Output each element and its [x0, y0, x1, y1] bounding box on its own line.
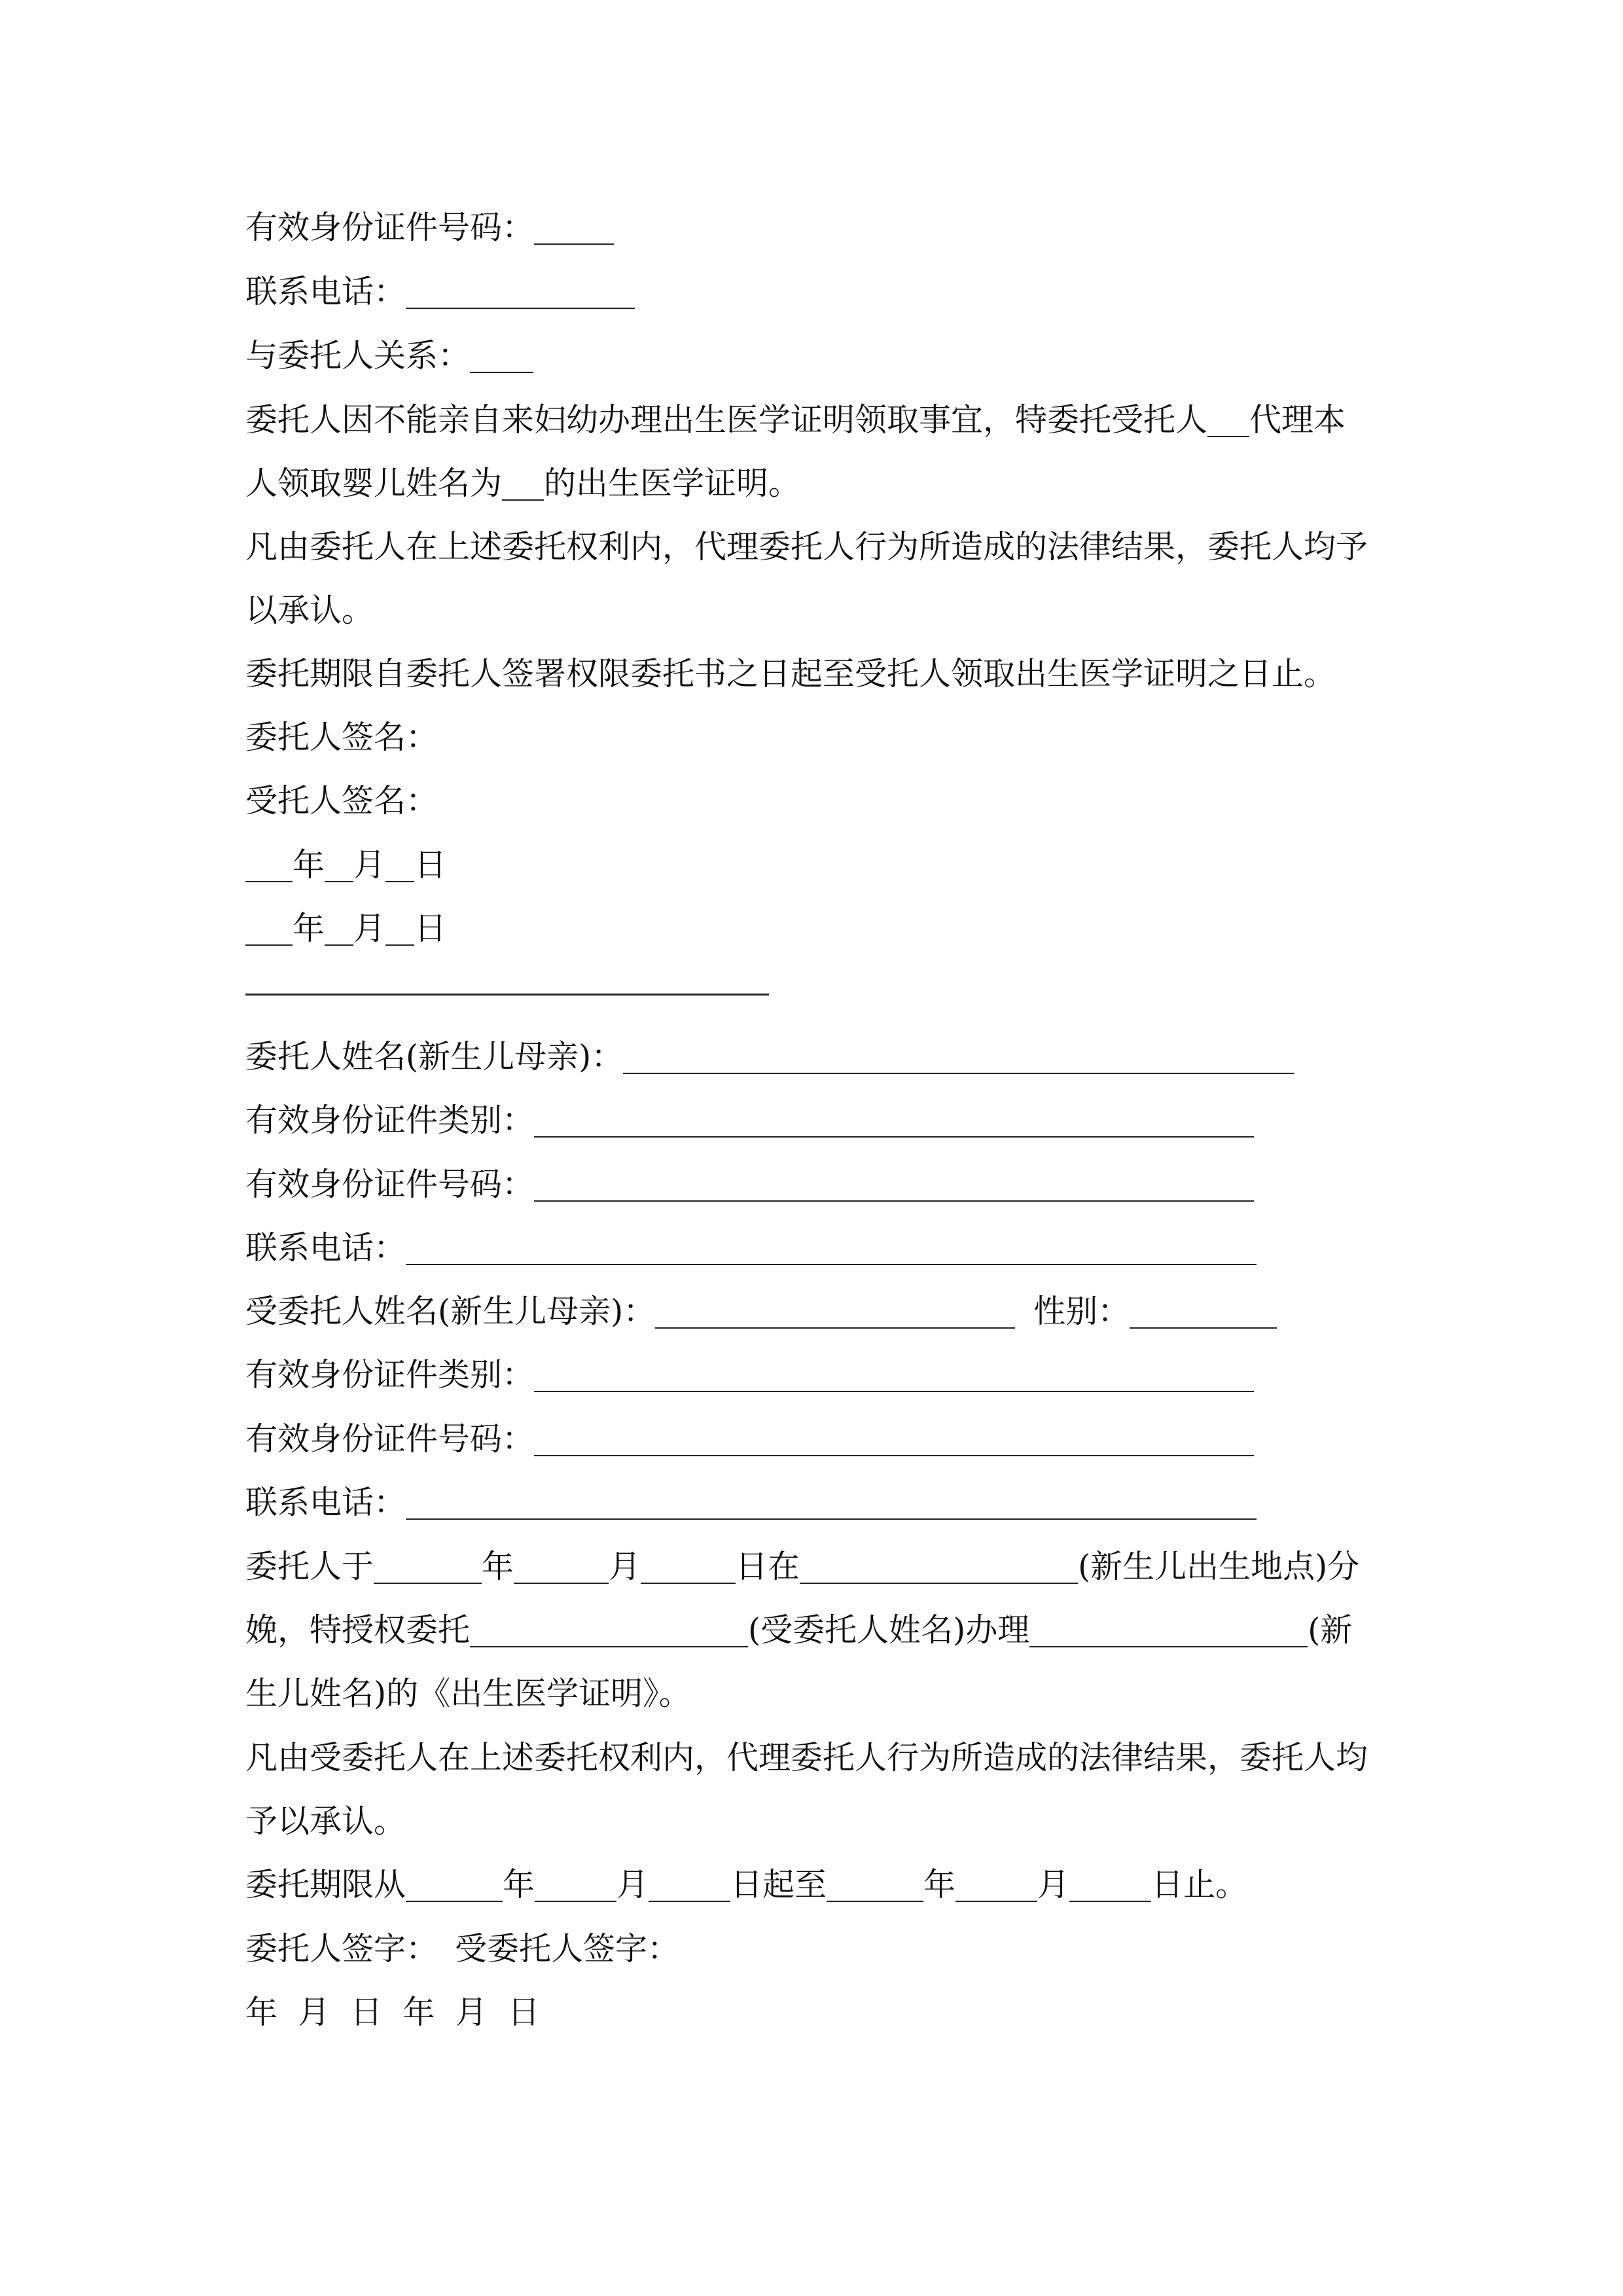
agent-name-line [245, 1292, 1277, 1331]
paragraph-1-line-2 [245, 464, 800, 503]
paragraph-1-text: 的出生医学证明。 [544, 465, 801, 502]
paragraph-2-text: 凡由委托人在上述委托权利内，代理委托人行为所造成的法律结果，委托人均予 [245, 528, 1368, 565]
statement-text: (新 [1308, 1611, 1353, 1649]
statement-text: (受委托人姓名)办理 [748, 1611, 1030, 1649]
statement-line-1 [245, 1547, 1359, 1587]
signature-line [245, 1929, 679, 1969]
period-text: 年 [503, 1866, 535, 1903]
birth-year-blank[interactable] [374, 1554, 482, 1584]
year-blank[interactable] [245, 916, 293, 946]
paragraph-4-line-2 [245, 1802, 406, 1841]
period-text: 月 [616, 1866, 649, 1903]
paragraph-1-line-1 [245, 401, 1346, 440]
paragraph-1-text: 委托人因不能亲自来妇幼办理出生医学证明领取事宜，特委托受托人 [245, 401, 1208, 439]
day-blank[interactable] [385, 852, 414, 882]
id-type-label: 有效身份证件类别： [245, 1102, 535, 1139]
id-number-blank[interactable] [534, 215, 614, 245]
phone-label: 联系电话： [245, 273, 406, 310]
year-blank[interactable] [245, 852, 293, 882]
statement-line-2 [245, 1611, 1352, 1650]
phone-blank[interactable] [406, 1235, 1257, 1265]
end-day-blank[interactable] [1069, 1872, 1151, 1902]
month-blank[interactable] [325, 916, 353, 946]
day-label: 日 [414, 846, 447, 884]
statement-text: 娩，特授权委托 [245, 1611, 471, 1649]
statement-text: 日在 [736, 1548, 800, 1585]
statement-line-3 [245, 1674, 691, 1713]
date-line-1 [245, 846, 446, 885]
paragraph-3-text: 委托期限自委托人签署权限委托书之日起至受托人领取出生医学证明之日止。 [245, 655, 1336, 692]
birth-place-blank[interactable] [800, 1554, 1078, 1584]
agent-phone-blank[interactable] [406, 1490, 1257, 1520]
start-year-blank[interactable] [406, 1872, 503, 1902]
id-type-blank[interactable] [534, 1107, 1254, 1138]
principal-name-blank[interactable] [623, 1044, 1294, 1074]
statement-text: (新生儿出生地点)分 [1078, 1548, 1360, 1585]
day-blank[interactable] [385, 916, 414, 946]
agent-name-blank[interactable] [470, 1617, 748, 1647]
phone-label: 联系电话： [245, 1229, 406, 1266]
statement-text: 委托人于 [245, 1548, 374, 1585]
agent-name-label: 受委托人姓名(新生儿母亲)： [245, 1293, 656, 1330]
agent-name-blank[interactable] [1207, 407, 1249, 437]
period-text: 月 [1037, 1866, 1070, 1903]
statement-text: 生儿姓名)的《出生医学证明》。 [245, 1675, 691, 1712]
relation-line [245, 336, 533, 376]
paragraph-2-text: 以承认。 [245, 592, 374, 629]
agent-signature-line [245, 781, 438, 821]
gender-label: 性别： [1033, 1293, 1130, 1330]
month-blank[interactable] [325, 852, 353, 882]
baby-name-blank[interactable] [502, 471, 544, 501]
agent-phone-line [245, 1483, 1257, 1522]
id-type-line [245, 1101, 1254, 1140]
phone-line [245, 272, 635, 312]
signature-date-text: 年 月 日 年 月 日 [245, 1994, 540, 2031]
phone-blank[interactable] [406, 279, 635, 309]
principal-signature-label: 委托人签字： [245, 1930, 438, 1967]
date-line-2 [245, 909, 446, 948]
start-month-blank[interactable] [535, 1872, 616, 1902]
end-month-blank[interactable] [955, 1872, 1037, 1902]
agent-id-type-label: 有效身份证件类别： [245, 1356, 535, 1393]
agent-name-blank[interactable] [655, 1299, 1015, 1329]
agent-signature-label: 受委托人签字： [455, 1930, 680, 1967]
agent-id-number-label: 有效身份证件号码： [245, 1420, 535, 1458]
month-label: 月 [353, 846, 386, 884]
phone-line-2 [245, 1229, 1257, 1268]
agent-phone-label: 联系电话： [245, 1484, 406, 1521]
baby-name-blank[interactable] [1029, 1617, 1308, 1647]
period-text: 日起至 [730, 1866, 827, 1903]
period-text: 年 [923, 1866, 956, 1903]
paragraph-1-text: 代理本 [1249, 401, 1346, 439]
gender-blank[interactable] [1130, 1299, 1277, 1329]
paragraph-4-text: 予以承认。 [245, 1803, 406, 1840]
paragraph-2-line-1 [245, 528, 1368, 567]
paragraph-4-line-1 [245, 1738, 1368, 1778]
relation-blank[interactable] [470, 343, 533, 373]
agent-id-type-line [245, 1355, 1254, 1395]
id-number-label: 有效身份证件号码： [245, 1166, 535, 1203]
birth-day-blank[interactable] [641, 1554, 736, 1584]
principal-signature-label: 委托人签名： [245, 719, 438, 756]
principal-name-label: 委托人姓名(新生儿母亲)： [245, 1038, 624, 1075]
id-number-line [245, 208, 614, 247]
agent-signature-label: 受托人签名： [245, 782, 438, 819]
id-number-label: 有效身份证件号码： [245, 209, 535, 246]
id-number-line-2 [245, 1165, 1254, 1204]
year-label: 年 [293, 846, 325, 884]
paragraph-4-text: 凡由受委托人在上述委托权利内，代理委托人行为所造成的法律结果，委托人均 [245, 1739, 1368, 1776]
paragraph-2-line-2 [245, 591, 374, 630]
day-label: 日 [414, 910, 447, 947]
year-label: 年 [293, 910, 325, 947]
month-label: 月 [353, 910, 386, 947]
section-divider [245, 994, 769, 996]
id-number-blank[interactable] [534, 1172, 1254, 1202]
agent-id-type-blank[interactable] [534, 1362, 1254, 1392]
agent-id-number-line [245, 1420, 1254, 1459]
signature-date-line [245, 1993, 540, 2032]
principal-signature-line [245, 718, 438, 757]
period-text: 委托期限从 [245, 1866, 406, 1903]
end-year-blank[interactable] [827, 1872, 923, 1902]
start-day-blank[interactable] [649, 1872, 730, 1902]
period-line [245, 1865, 1247, 1905]
birth-month-blank[interactable] [514, 1554, 609, 1584]
paragraph-3 [245, 655, 1336, 694]
period-text: 日止。 [1151, 1866, 1248, 1903]
statement-text: 年 [482, 1548, 514, 1585]
relation-label: 与委托人关系： [245, 337, 471, 374]
agent-id-number-blank[interactable] [534, 1426, 1254, 1456]
paragraph-1-text: 人领取婴儿姓名为 [245, 465, 503, 502]
principal-name-line [245, 1037, 1294, 1077]
statement-text: 月 [609, 1548, 641, 1585]
